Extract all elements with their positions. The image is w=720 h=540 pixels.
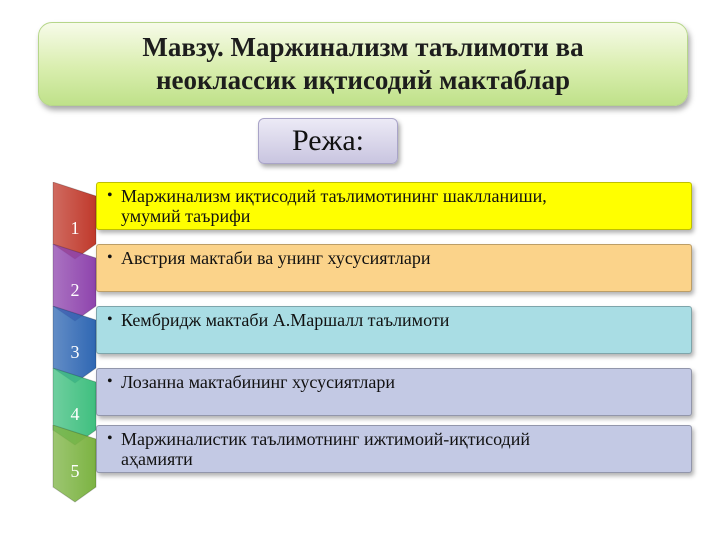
- item-number: 1: [70, 217, 80, 238]
- plan-item-bar: [96, 306, 692, 354]
- bullet-icon: •: [107, 373, 113, 390]
- item-number: 2: [70, 279, 80, 300]
- plan-item-text: Маржиналистик таълимотнинг ижтимоий-иқтисодий аҳамияти: [121, 429, 530, 469]
- item-number: 3: [70, 341, 80, 362]
- bullet-icon: •: [107, 430, 113, 447]
- plan-item-text: Австрия мактаби ва унинг хусусиятлари: [121, 248, 431, 268]
- plan-item-text: Маржинализм иқтисодий таълимотининг шаклланиши, умумий таърифи: [121, 186, 547, 226]
- plan-item-bar: [96, 368, 692, 416]
- title-box: [38, 22, 688, 106]
- bullet-icon: •: [107, 311, 113, 328]
- plan-item-bar: [96, 182, 692, 230]
- chevron-marker: [52, 425, 98, 503]
- plan-item-bar: [96, 425, 692, 473]
- plan-item-text: Кембридж мактаби А.Маршалл таълимоти: [121, 310, 450, 330]
- item-number: 5: [70, 460, 80, 481]
- plan-item-bar: [96, 244, 692, 292]
- bullet-icon: •: [107, 187, 113, 204]
- bullet-icon: •: [107, 249, 113, 266]
- plan-label-box: [258, 118, 398, 164]
- plan-label: Режа:: [292, 124, 364, 157]
- plan-item-text: Лозанна мактабининг хусусиятлари: [121, 372, 396, 392]
- item-number: 4: [70, 403, 80, 424]
- slide-title: Мавзу. Маржинализм таълимоти ва неоклассик иқтисодий мактаблар: [142, 32, 584, 95]
